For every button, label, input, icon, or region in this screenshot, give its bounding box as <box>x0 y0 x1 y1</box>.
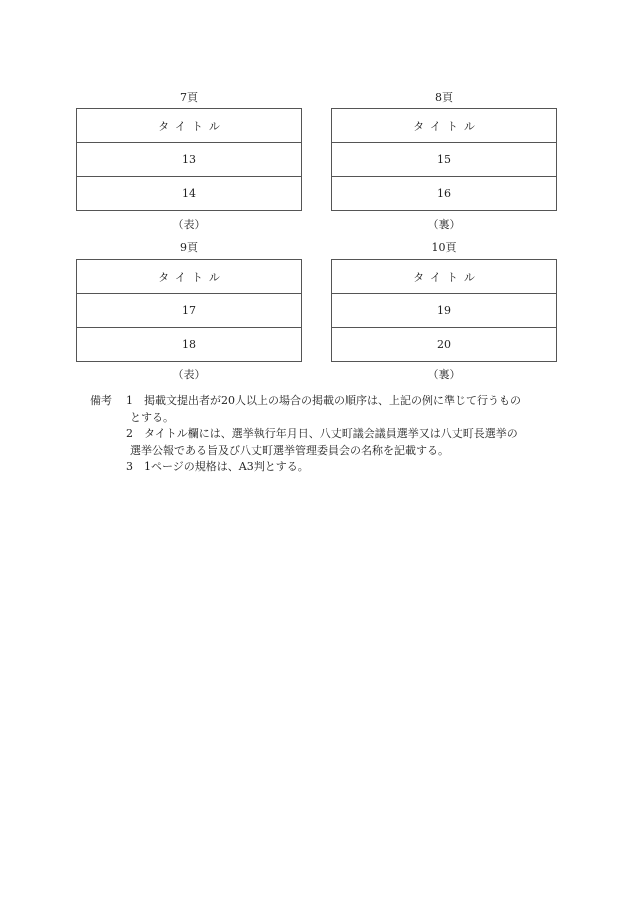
side-label: （裏） <box>427 218 461 231</box>
title-cell: タイトル <box>413 119 481 133</box>
notes-heading: 備考 <box>90 394 112 407</box>
table-row: 15 <box>332 142 556 176</box>
page-label: 8頁 <box>435 91 453 104</box>
table-row: 16 <box>332 176 556 210</box>
note-number: 3 <box>126 460 133 473</box>
notes-section <box>90 393 560 476</box>
page-layout-table <box>331 108 557 211</box>
title-cell: タイトル <box>158 270 226 284</box>
page-label: 9頁 <box>180 241 198 254</box>
side-label: （表） <box>172 368 206 381</box>
note-text: 掲載文提出者が20人以上の場合の掲載の順序は、上記の例に準じて行うもの <box>144 394 521 407</box>
page-layout-table <box>76 108 302 211</box>
note-text: 1ページの規格は、A3判とする。 <box>144 460 309 473</box>
table-row: 19 <box>332 293 556 327</box>
table-row: 14 <box>77 176 301 210</box>
table-row: 13 <box>77 142 301 176</box>
table-row: 17 <box>77 293 301 327</box>
note-text-continued: とする。 <box>130 410 174 424</box>
title-cell: タイトル <box>158 119 226 133</box>
note-number: 2 <box>126 427 133 440</box>
note-number: 1 <box>126 394 133 407</box>
note-text: タイトル欄には、選挙執行年月日、八丈町議会議員選挙又は八丈町長選挙の <box>144 427 518 440</box>
page-layout-table <box>76 259 302 362</box>
table-row: 18 <box>77 327 301 361</box>
note-text-continued: 選挙公報である旨及び八丈町選挙管理委員会の名称を記載する。 <box>130 443 449 457</box>
page-layout-table <box>331 259 557 362</box>
title-cell: タイトル <box>413 270 481 284</box>
page-label: 7頁 <box>180 91 198 104</box>
page-label: 10頁 <box>431 241 457 254</box>
side-label: （表） <box>172 218 206 231</box>
table-row: 20 <box>332 327 556 361</box>
side-label: （裏） <box>427 368 461 381</box>
